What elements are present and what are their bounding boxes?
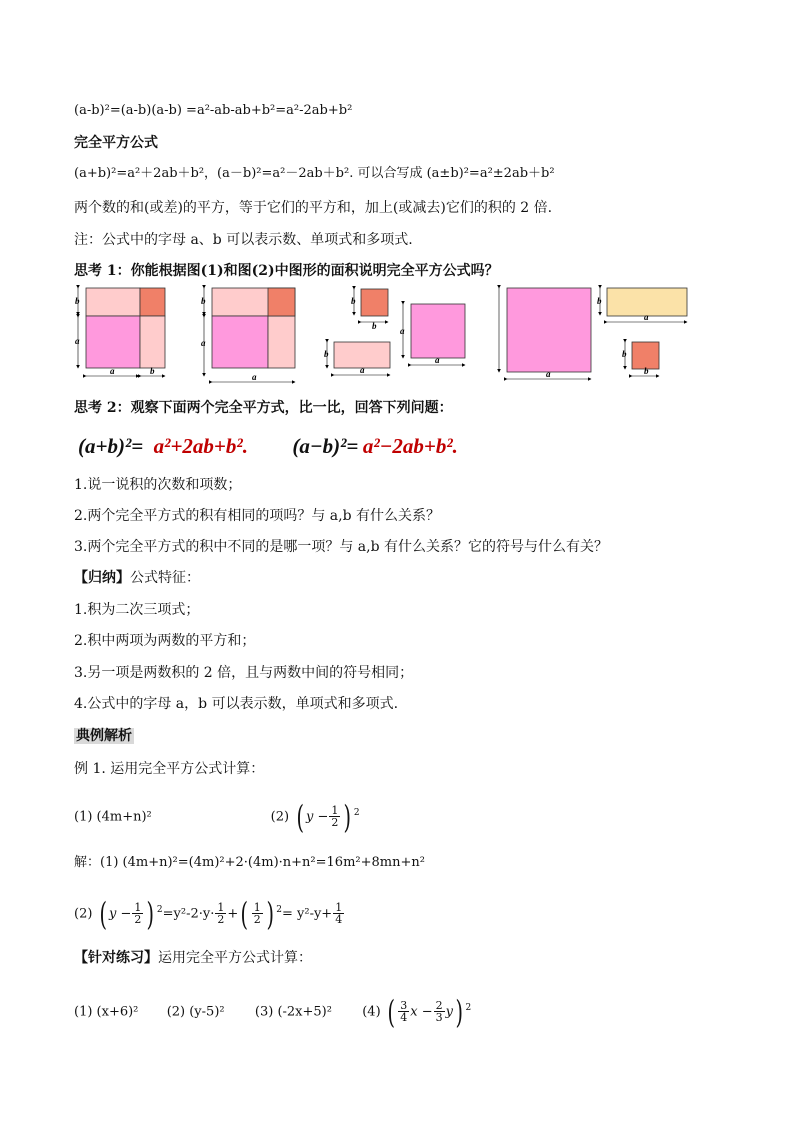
- formula-1-right: a²+2ab+b².: [153, 434, 248, 458]
- label-a: a: [546, 369, 551, 379]
- label-a: a: [400, 326, 405, 336]
- summary-1: 1.积为二次三项式；: [74, 602, 200, 618]
- expansion-line: (a-b)²=(a-b)(a-b) =a²-ab-ab+b²=a²-2ab+b²: [74, 103, 353, 118]
- example-problems: (1) (4m+n)² (2) ( y − $\frac{1}{2}$ ) $^2$: [74, 797, 360, 836]
- practice-line: [74, 948, 312, 968]
- summary-tag: 【归纳】: [74, 570, 130, 586]
- figure-2: [201, 288, 295, 382]
- note-line: 注：公式中的字母 a、b 可以表示数、单项式和多项式.: [74, 232, 413, 248]
- example-heading-text: 典例解析: [76, 728, 132, 744]
- summary-2: 2.积中两项为两数的平方和；: [74, 633, 256, 649]
- label-b: b: [644, 366, 649, 376]
- practice-problems: (1) (x+6)² (2) (y-5)² (3) (-2x+5)² (4) ( $\frac{3}{4}$ x − $\frac{2}{3}$ y) $^2$: [74, 992, 472, 1031]
- think-2: 思考 2：观察下面两个完全平方式，比一比，回答下列问题：: [74, 400, 453, 416]
- label-b: b: [324, 349, 329, 359]
- practice-problem-3: (3) (-2x+5)²: [254, 1004, 332, 1020]
- example-problem-2-label: (2): [270, 809, 290, 825]
- summary-4: 4.公式中的字母 a，b 可以表示数，单项式和多项式.: [74, 696, 399, 712]
- label-b: b: [372, 321, 377, 331]
- label-b: b: [597, 296, 602, 306]
- formula-line: (a+b)²=a²＋2ab＋b²，(a－b)²=a²－2ab＋b². 可以合写成 (a±b)²=a²±2ab＋b²: [74, 166, 555, 181]
- question-2: 2.两个完全平方式的积有相同的项吗？与 a,b 有什么关系？: [74, 508, 441, 524]
- label-a: a: [201, 338, 206, 348]
- label-a: a: [110, 366, 115, 376]
- think-1: [74, 261, 499, 281]
- label-b: b: [622, 349, 627, 359]
- practice-tag: 【针对练习】: [74, 950, 158, 966]
- solution-1: 解：(1) (4m+n)²=(4m)²+2·(4m)·n+n²=16m²+8mn+n²: [74, 855, 425, 870]
- formula-2-left: (a−b)²=: [292, 434, 359, 458]
- label-a: a: [75, 336, 80, 346]
- label-a: a: [644, 312, 649, 322]
- practice-problem-1: (1) (x+6)²: [74, 1004, 139, 1020]
- fraction: $\frac{1}{2}$: [331, 804, 339, 830]
- label-b: b: [150, 366, 155, 376]
- think-1-text: 思考 1：你能根据图(1)和图(2)中图形的面积说明完全平方公式吗？: [74, 263, 499, 279]
- example-heading: [74, 726, 134, 746]
- area-figures: [66, 284, 706, 388]
- formula-row: [78, 432, 458, 463]
- question-1: 1.说一说积的次数和项数；: [74, 477, 242, 493]
- label-a: a: [360, 365, 365, 375]
- summary-text: 公式特征：: [130, 570, 200, 586]
- formula-1-left: (a+b)²=: [78, 434, 144, 458]
- example-problem-1: (1) (4m+n)²: [74, 809, 152, 825]
- formula-description: 两个数的和(或差)的平方，等于它们的平方和，加上(或减去)它们的积的 2 倍.: [74, 200, 553, 216]
- label-b: b: [201, 296, 206, 306]
- label-b: b: [351, 296, 356, 306]
- practice-text: 运用完全平方公式计算：: [158, 950, 312, 966]
- label-b: b: [75, 296, 80, 306]
- label-a: a: [435, 355, 440, 365]
- figure-4: [499, 288, 687, 379]
- summary-3: 3.另一项是两数积的 2 倍，且与两数中间的符号相同；: [74, 665, 414, 681]
- question-3: 3.两个完全平方式的积中不同的是哪一项？与 a,b 有什么关系？它的符号与什么有关？: [74, 539, 609, 555]
- example-1: 例 1. 运用完全平方公式计算：: [74, 761, 265, 777]
- heading-perfect-square: 完全平方公式: [74, 135, 158, 151]
- label-a: a: [252, 372, 257, 382]
- practice-problem-4-label: (4): [362, 1004, 381, 1020]
- solution-2: (2) ( y − $\frac{1}{2}$ ) $^2$=y²-2·y· $\frac{1}{2}$ +( $\frac{1}{2}$ ) $^2$= y²-y+ $\frac{1}{4}$: [74, 894, 343, 933]
- figure-3: [324, 289, 465, 375]
- formula-2-right: a²−2ab+b².: [362, 434, 458, 458]
- practice-problem-2: (2) (y-5)²: [166, 1004, 225, 1020]
- summary-line: [74, 568, 200, 588]
- figure-1: [75, 288, 165, 376]
